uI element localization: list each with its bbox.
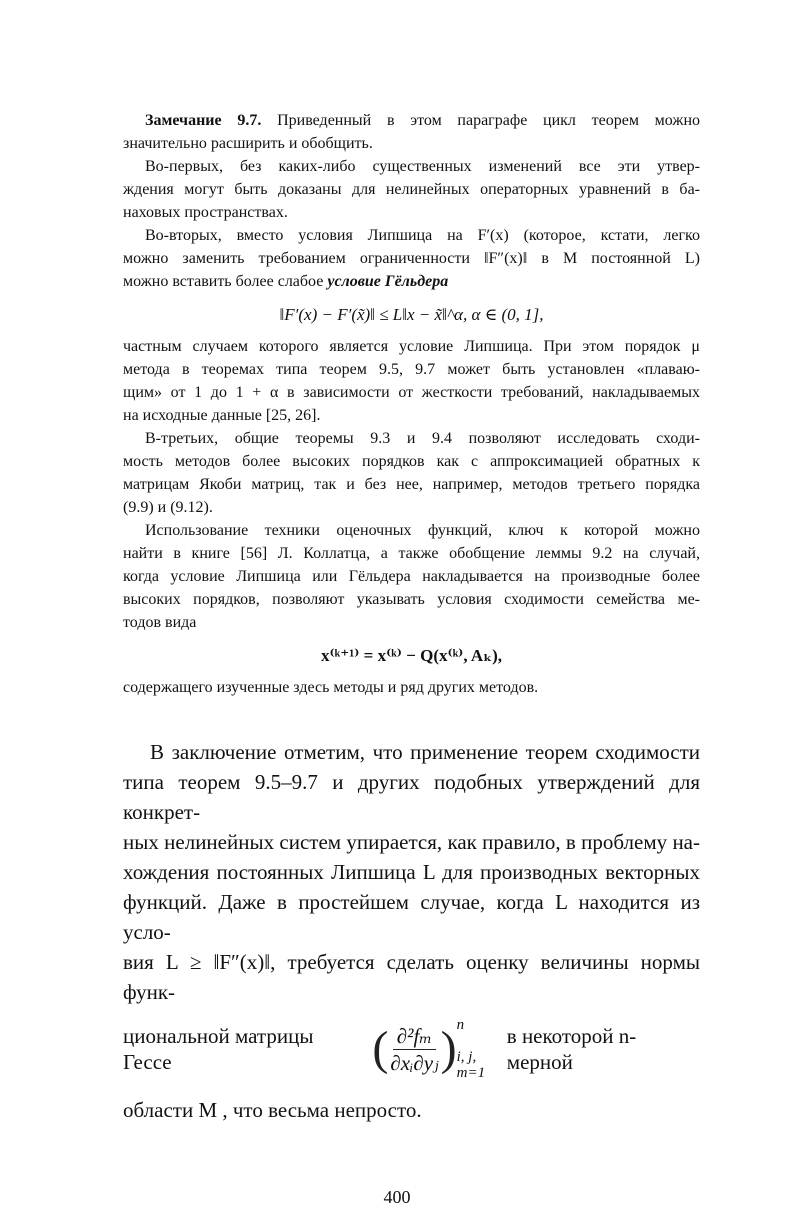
text-line: найти в книге [56] Л. Коллатца, а также обобщение леммы 9.2 на случай, [123, 545, 700, 562]
hesse-matrix-expression [372, 1017, 506, 1081]
text-line: В заключение отметим, что применение теорем сходимости [150, 740, 700, 764]
text-line: когда условие Липшица или Гёльдера накладывается на производные более [123, 568, 700, 585]
text-line: Во-первых, без каких-либо существенных изменений все эти утвер- [145, 158, 700, 175]
text-line: содержащего изученные здесь методы и ряд других методов. [123, 679, 539, 696]
text-line: мость методов более высоких порядков как с аппроксимацией обратных к [123, 453, 700, 470]
matrix-scripts [457, 1017, 507, 1081]
page-number: 400 [383, 1187, 411, 1207]
text-line: Использование техники оценочных функций, ключ к которой можно [145, 522, 700, 539]
text-line: типа теорем 9.5–9.7 и других подобных утверждений для конкрет- [123, 770, 700, 824]
emphasis-term: условие Гёльдера [327, 273, 449, 290]
text-line: метода в теоремах типа теорем 9.5, 9.7 может быть установлен «плаваю- [123, 361, 700, 378]
page [123, 0, 700, 1209]
text: в некоторой n-мерной [506, 1024, 637, 1074]
hesse-matrix-line [123, 1017, 700, 1081]
text-line [123, 270, 700, 293]
text-line: наховых пространствах. [123, 204, 288, 221]
text-line: тодов вида [123, 614, 197, 631]
text-line: можно заменить требованием ограниченности ‖F″(x)‖ в M постоянной L) [123, 250, 700, 267]
subscript-indices: i, j, m=1 [456, 1049, 486, 1081]
section-gap [123, 699, 700, 737]
fraction-numerator: ∂²fₘ [393, 1023, 436, 1050]
fraction [388, 1023, 440, 1076]
left-paren: ( [372, 1022, 389, 1075]
text-line: области M , что весьма непросто. [123, 1098, 422, 1122]
text-line: на исходные данные [25, 26]. [123, 407, 321, 424]
text-line: ждения могут быть доказаны для нелинейных операторных уравнений в ба- [123, 181, 700, 198]
text-line: хождения постоянных Липшица L для производных векторных [123, 860, 700, 884]
text-line: ных нелинейных систем упирается, как правило, в проблему на- [123, 830, 700, 854]
text-line: вия L ≥ ‖F″(x)‖, требуется сделать оценку величины нормы функ- [123, 950, 700, 1004]
text-line: (9.9) и (9.12). [123, 499, 213, 516]
superscript-n: n [456, 1017, 465, 1033]
conclusion-section [123, 737, 700, 1125]
text: Приведенный в этом параграфе цикл теорем можно [277, 112, 701, 129]
text-line: щим» от 1 до 1 + α в зависимости от жесткости требований, накладываемых [123, 384, 700, 401]
text: можно вставить более слабое [123, 273, 324, 290]
remark-title: Замечание 9.7. [145, 112, 262, 129]
text: циональной матрицы Гессе [123, 1024, 314, 1074]
iteration-formula: x⁽ᵏ⁺¹⁾ = x⁽ᵏ⁾ − Q(x⁽ᵏ⁾, Aₖ), [320, 646, 502, 665]
right-paren: ) [440, 1022, 457, 1075]
holder-formula: ‖F′(x) − F′(x̃)‖ ≤ L‖x − x̃‖^α, α ∈ (0, 1], [279, 305, 544, 324]
text-line: В-третьих, общие теоремы 9.3 и 9.4 позволяют исследовать сходи- [145, 430, 700, 447]
text-line: высоких порядков, позволяют указывать условия сходимости семейства ме- [123, 591, 700, 608]
text-line: функций. Даже в простейшем случае, когда L находится из усло- [123, 890, 700, 944]
text-line: матрицам Якоби матриц, так и без нее, например, методов третьего порядка [123, 476, 700, 493]
remark-section [123, 109, 700, 699]
fraction-denominator: ∂xᵢ∂yⱼ [390, 1050, 439, 1075]
text-line: значительно расширить и обобщить. [123, 135, 373, 152]
text-line: частным случаем которого является условие Липшица. При этом порядок μ [123, 338, 700, 355]
text-line: Во-вторых, вместо условия Липшица на F′(x) (которое, кстати, легко [145, 227, 700, 244]
text-line [123, 109, 700, 132]
